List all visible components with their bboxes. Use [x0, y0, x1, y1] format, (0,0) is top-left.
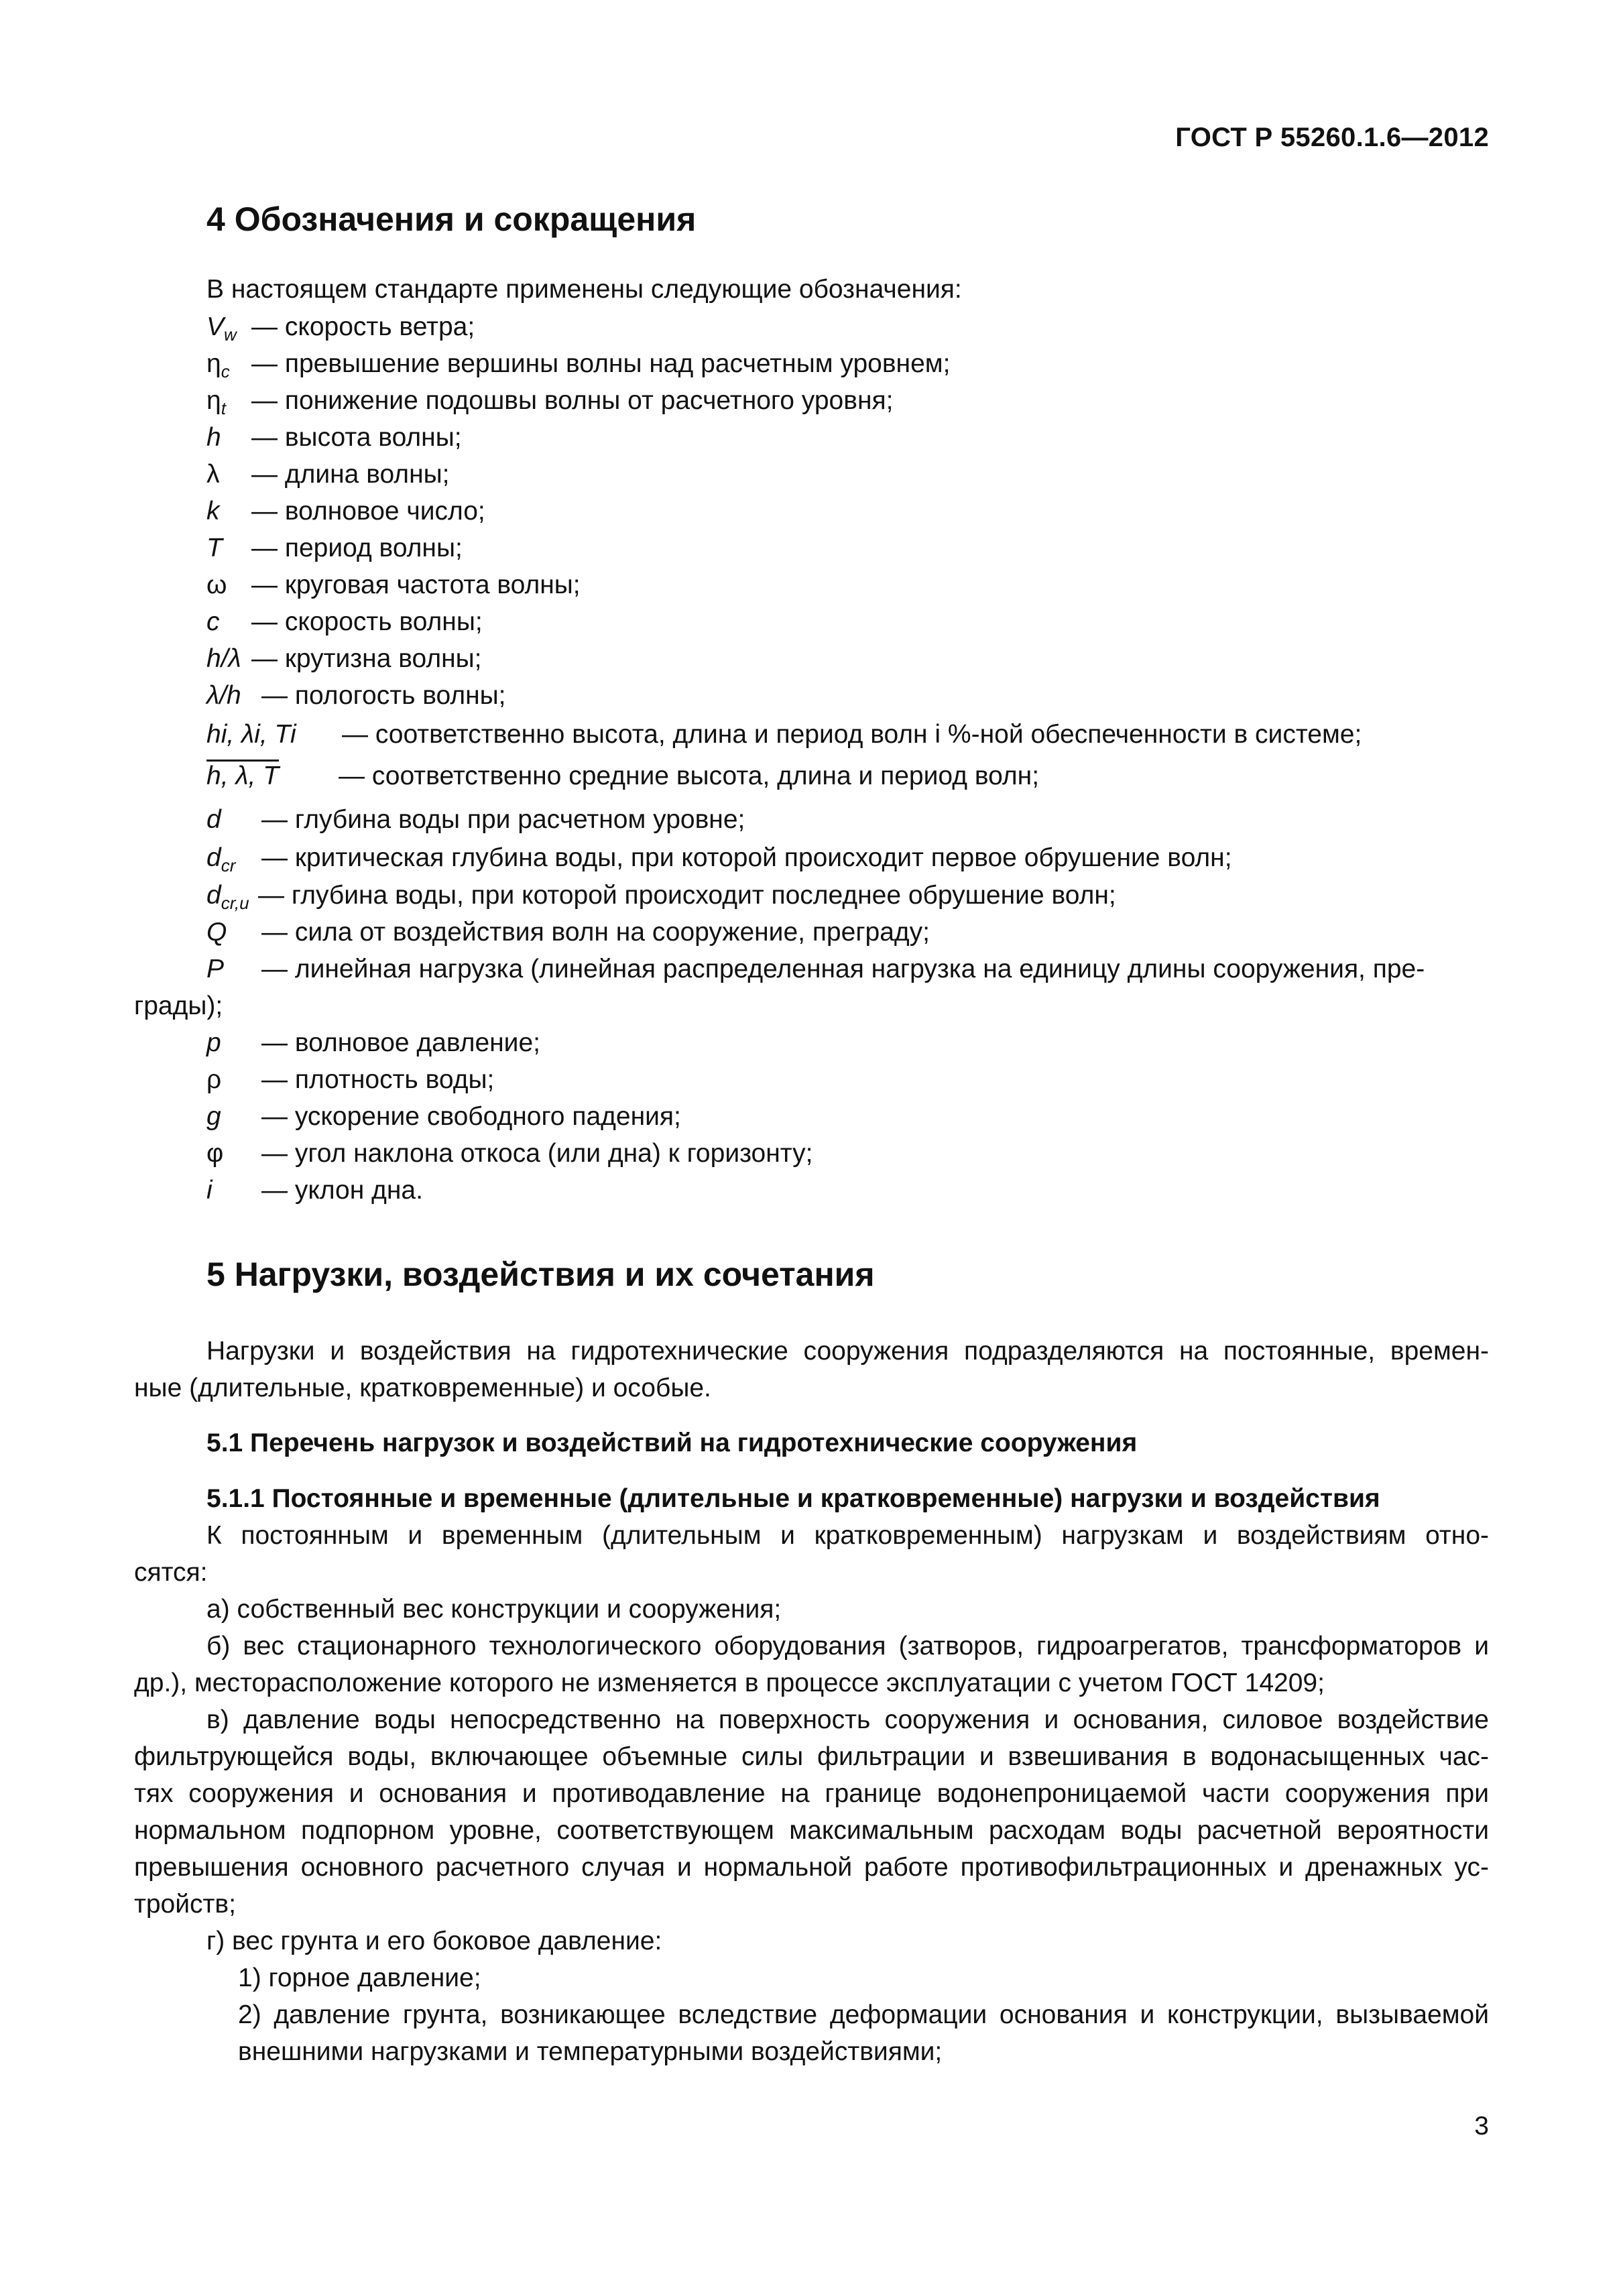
symbol-eta-t: $\eta_t$	[206, 386, 226, 418]
symbol-d-cr-u: $d_{cr,u}$	[206, 881, 249, 913]
definition: — пологость волны;	[261, 681, 506, 710]
symbol-phi: φ	[206, 1139, 224, 1168]
symbol-h: h	[206, 423, 221, 452]
definition-continuation: грады);	[134, 991, 223, 1020]
list-item-v: в) давление воды непосредственно на поверхность сооружения и основания, силовое воздействие	[206, 1705, 1489, 1734]
definition: — скорость волны;	[251, 607, 483, 636]
list-item-b: б) вес стационарного технологического оборудования (затворов, гидроагрегатов, трансформаторов и	[206, 1632, 1489, 1660]
list-item-g-2-continuation: внешними нагрузками и температурными воздействиями;	[238, 2037, 943, 2066]
symbol-d: d	[206, 805, 221, 834]
definition: — период волны;	[251, 534, 463, 562]
list-item-g-2: 2) давление грунта, возникающее вследствие деформации основания и конструкции, вызываемой	[238, 2000, 1489, 2029]
definition: — глубина воды при расчетном уровне;	[261, 805, 745, 834]
list-item-b-continuation: др.), месторасположение которого не изменяется в процессе эксплуатации с учетом ГОСТ 14209;	[134, 1669, 1325, 1697]
definition: — превышение вершины волны над расчетным уровнем;	[251, 349, 951, 378]
symbol-lambda: λ	[206, 460, 220, 489]
section-4-title: 4 Обозначения и сокращения	[206, 200, 697, 238]
list-item-v-continuation: тях сооружения и основания и противодавление на границе водонепроницаемой части сооружения при	[134, 1779, 1489, 1808]
subsection-5-1-title: 5.1 Перечень нагрузок и воздействий на гидротехнические сооружения	[206, 1429, 1138, 1457]
definition: — длина волны;	[251, 460, 450, 489]
definition: — волновое давление;	[261, 1028, 540, 1057]
list-item-v-continuation: фильтрующейся воды, включающее объемные силы фильтрации и взвешивания в водонасыщенных час-	[134, 1742, 1489, 1771]
standard-code: ГОСТ Р 55260.1.6—2012	[1175, 123, 1489, 152]
definition: — высота волны;	[251, 423, 462, 452]
symbol-g: g	[206, 1102, 221, 1131]
symbol-vw: $V_w$	[206, 312, 237, 345]
page-number: 3	[1474, 2112, 1489, 2140]
definition: — критическая глубина воды, при которой происходит первое обрушение волн;	[261, 843, 1232, 872]
definition: — соответственно высота, длина и период волн i %-ной обеспеченности в системе;	[342, 720, 1362, 749]
section-5-intro-line2: ные (длительные, кратковременные) и особые.	[134, 1374, 711, 1402]
symbol-omega: ω	[206, 570, 227, 599]
symbol-q: Q	[206, 918, 227, 947]
symbol-d-cr: $d_{cr}$	[206, 843, 236, 875]
section-5-intro-line1: Нагрузки и воздействия на гидротехнические сооружения подразделяются на постоянные, времен-	[206, 1337, 1489, 1366]
symbol-p-upper: P	[206, 955, 225, 983]
definition: — линейная нагрузка (линейная распределенная нагрузка на единицу длины сооружения, пре-	[261, 955, 1425, 983]
symbol-c: c	[206, 607, 220, 636]
definition: — уклон дна.	[261, 1176, 423, 1205]
symbol-mean-h-lambda-t: h, λ, T	[206, 762, 280, 790]
definition: — волновое число;	[251, 497, 485, 526]
symbol-k: k	[206, 497, 220, 526]
definition: — угол наклона откоса (или дна) к горизонту;	[261, 1139, 813, 1168]
section-4-intro: В настоящем стандарте применены следующие обозначения:	[206, 275, 962, 304]
symbol-t: T	[206, 534, 223, 562]
symbol-h-over-lambda: h/λ	[206, 644, 241, 673]
subsection-5-1-1-title: 5.1.1 Постоянные и временные (длительные и кратковременные) нагрузки и воздействия	[206, 1484, 1380, 1513]
symbol-i: i	[206, 1176, 213, 1205]
list-item-v-continuation: нормальном подпорном уровне, соответствующем максимальным расходам воды расчетной вероятности	[134, 1816, 1489, 1845]
symbol-p-lower: p	[206, 1028, 221, 1057]
list-item-g-1: 1) горное давление;	[238, 1963, 481, 1992]
symbol-rho: ρ	[206, 1065, 222, 1094]
definition: — соответственно средние высота, длина и период волн;	[339, 762, 1040, 790]
definition: — круговая частота волны;	[251, 570, 581, 599]
definition: — понижение подошвы волны от расчетного уровня;	[251, 386, 894, 415]
symbol-hi-lambdai-ti: hi, λi, Ti	[206, 720, 296, 749]
list-item-g: г) вес грунта и его боковое давление:	[206, 1927, 662, 1955]
list-item-a: а) собственный вес конструкции и сооружения;	[206, 1595, 782, 1624]
paragraph-line: сятся:	[134, 1558, 208, 1587]
definition: — скорость ветра;	[251, 312, 475, 341]
definition: — плотность воды;	[261, 1065, 495, 1094]
definition: — ускорение свободного падения;	[261, 1102, 681, 1131]
list-item-v-continuation: превышения основного расчетного случая и нормальной работе противофильтрационных и дренажных ус-	[134, 1853, 1489, 1882]
symbol-lambda-over-h: λ/h	[206, 681, 241, 710]
paragraph-line: К постоянным и временным (длительным и кратковременным) нагрузкам и воздействиям отно-	[206, 1521, 1489, 1550]
definition: — крутизна волны;	[251, 644, 482, 673]
symbol-eta-c: $\eta_c$	[206, 349, 230, 381]
list-item-v-continuation: тройств;	[134, 1890, 236, 1919]
section-5-title: 5 Нагрузки, воздействия и их сочетания	[206, 1256, 875, 1293]
definition: — сила от воздействия волн на сооружение, преграду;	[261, 918, 930, 947]
definition: — глубина воды, при которой происходит последнее обрушение волн;	[258, 881, 1116, 910]
